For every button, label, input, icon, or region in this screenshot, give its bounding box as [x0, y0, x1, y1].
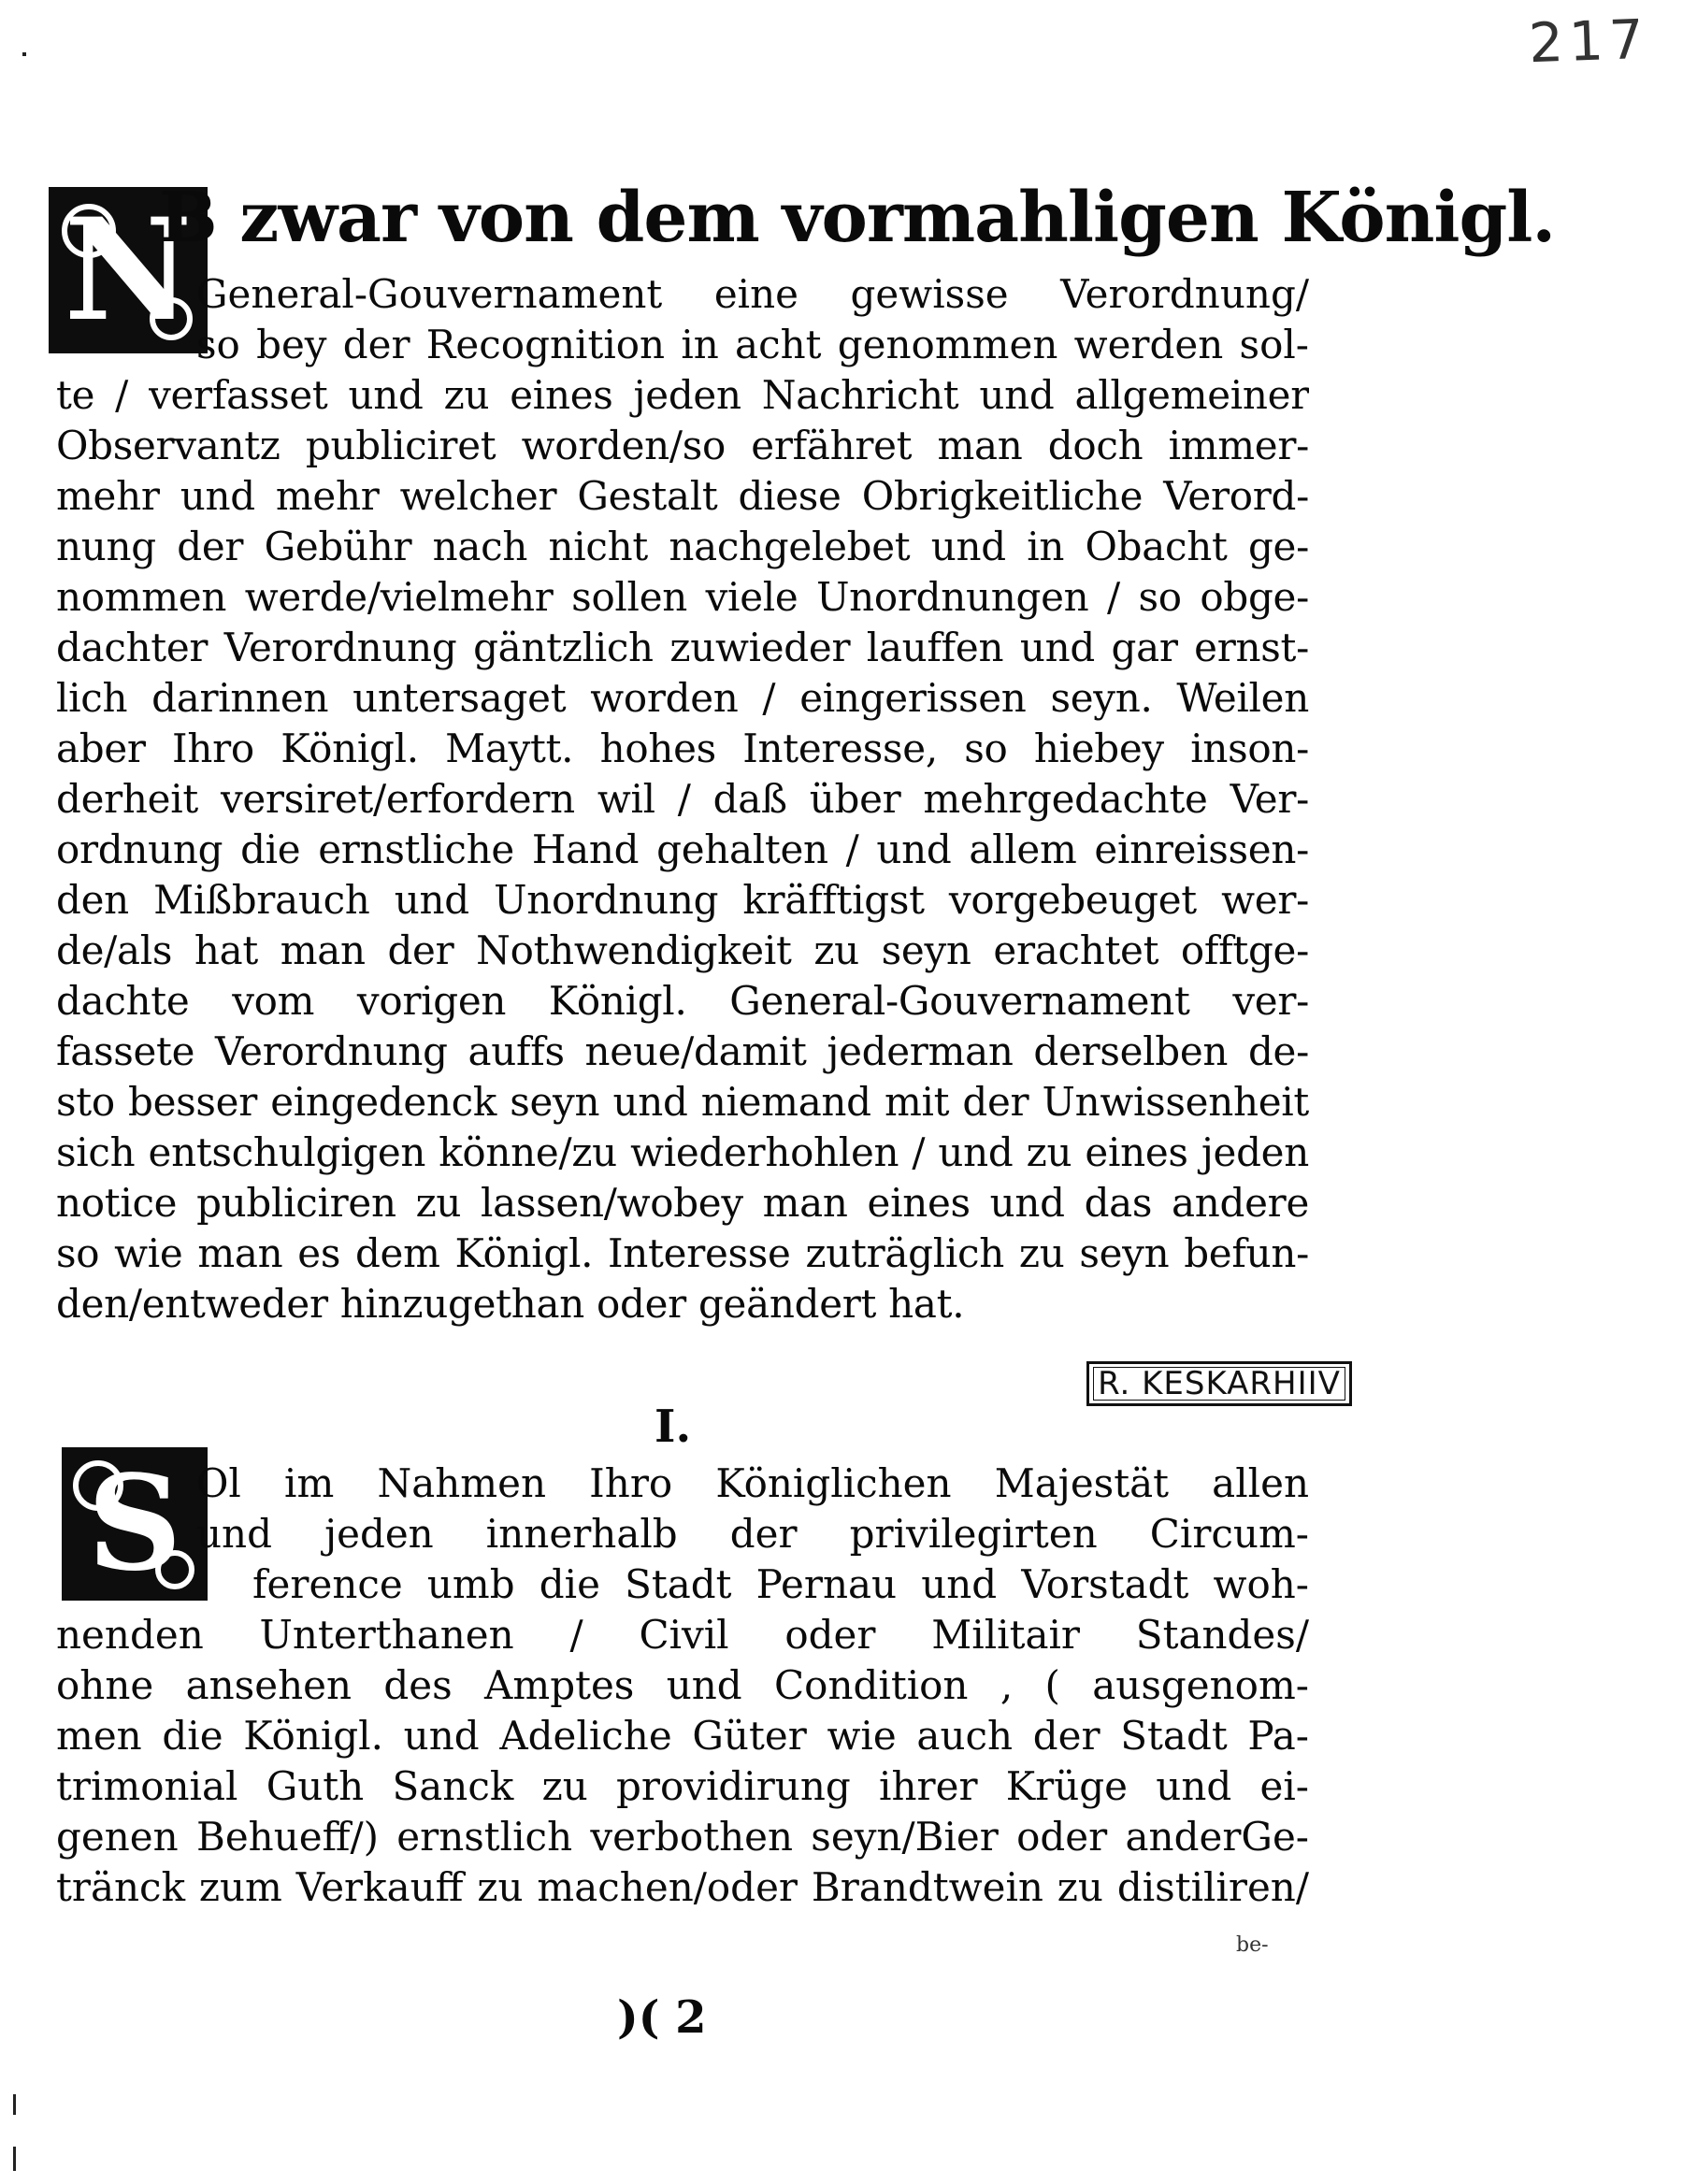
text-line: trimonial Guth Sanck zu providirung ihrer Krüge und ei-	[56, 1763, 1309, 1809]
initial-ornament	[62, 204, 116, 258]
text-line: den/entweder hinzugethan oder geändert hat.	[56, 1281, 965, 1327]
folio-number: 217	[1528, 7, 1651, 76]
intro-indented-lines	[196, 269, 1309, 370]
initial-ornament	[150, 297, 193, 340]
archive-stamp: R. KESKARHIIV	[1086, 1361, 1352, 1406]
initial-ornament	[155, 1550, 194, 1589]
signature-mark: )( 2	[617, 1991, 707, 2044]
text-line: und jeden innerhalb der privilegirten Circum-	[196, 1511, 1309, 1557]
catchword: be-	[1236, 1933, 1269, 1957]
text-line: mehr und mehr welcher Gestalt diese Obrigkeitliche Verord-	[56, 473, 1309, 519]
section-paragraph	[56, 1610, 1309, 1913]
text-line: de/als hat man der Nothwendigkeit zu seyn erachtet offtge-	[56, 927, 1309, 973]
text-line: sich entschulgigen könne/zu wiederhohlen / und zu eines jeden	[56, 1129, 1309, 1175]
opening-headline: B zwar von dem vormahligen Königl.	[159, 178, 1556, 258]
text-line: derheit versiret/erfordern wil / daß über mehrgedachte Ver-	[56, 776, 1309, 822]
section-heading: I.	[654, 1401, 692, 1453]
text-line: dachte vom vorigen Königl. General-Gouvernament ver-	[56, 978, 1309, 1024]
decorated-initial	[62, 1447, 208, 1601]
text-line: fassete Verordnung auffs neue/damit jederman derselben de-	[56, 1028, 1309, 1074]
intro-paragraph	[56, 370, 1309, 1329]
scan-speck	[13, 2094, 16, 2115]
text-line: sto besser eingedenck seyn und niemand mit der Unwissenheit	[56, 1079, 1309, 1125]
scan-speck	[13, 2147, 16, 2171]
text-line: men die Königl. und Adeliche Güter wie auch der Stadt Pa-	[56, 1713, 1309, 1759]
text-line: nenden Unterthanen / Civil oder Militair Standes/	[56, 1612, 1309, 1658]
text-line: ordnung die ernstliche Hand gehalten / und allem einreissen-	[56, 826, 1309, 872]
initial-letter: N	[64, 188, 193, 352]
text-line: den Mißbrauch und Unordnung kräfftigst vorgebeuget wer-	[56, 877, 1309, 923]
section-indented-lines	[196, 1458, 1309, 1610]
text-line: tränck zum Verkauff zu machen/oder Brandtwein zu distiliren/	[56, 1864, 1309, 1910]
text-line: notice publiciren zu lassen/wobey man eines und das andere	[56, 1180, 1309, 1226]
text-line: General-Gouvernament eine gewisse Verordnung/	[196, 271, 1309, 317]
text-line: nommen werde/vielmehr sollen viele Unordnungen / so obge-	[56, 574, 1309, 620]
text-line: Observantz publiciret worden/so erfähret man doch immer-	[56, 423, 1309, 468]
text-line: ohne ansehen des Amptes und Condition , ( ausgenom-	[56, 1662, 1309, 1708]
text-line: dachter Verordnung gäntzlich zuwieder lauffen und gar ernst-	[56, 625, 1309, 670]
text-line: ference umb die Stadt Pernau und Vorstadt woh-	[252, 1561, 1309, 1607]
text-line: so bey der Recognition in acht genommen werden sol-	[196, 322, 1309, 367]
initial-letter: S	[87, 1447, 182, 1601]
scan-speck	[22, 52, 26, 56]
text-line: te / verfasset und zu eines jeden Nachricht und allgemeiner	[56, 372, 1309, 418]
text-line: genen Behueff/) ernstlich verbothen seyn/Bier oder anderGe-	[56, 1814, 1309, 1860]
text-line: nung der Gebühr nach nicht nachgelebet und in Obacht ge-	[56, 524, 1309, 569]
text-line: Ol im Nahmen Ihro Königlichen Majestät allen	[196, 1460, 1309, 1506]
initial-ornament	[73, 1460, 123, 1511]
text-line: so wie man es dem Königl. Interesse zuträglich zu seyn befun-	[56, 1230, 1309, 1276]
text-line: lich darinnen untersaget worden / eingerissen seyn. Weilen	[56, 675, 1309, 721]
text-line: aber Ihro Königl. Maytt. hohes Interesse, so hiebey inson-	[56, 726, 1309, 771]
